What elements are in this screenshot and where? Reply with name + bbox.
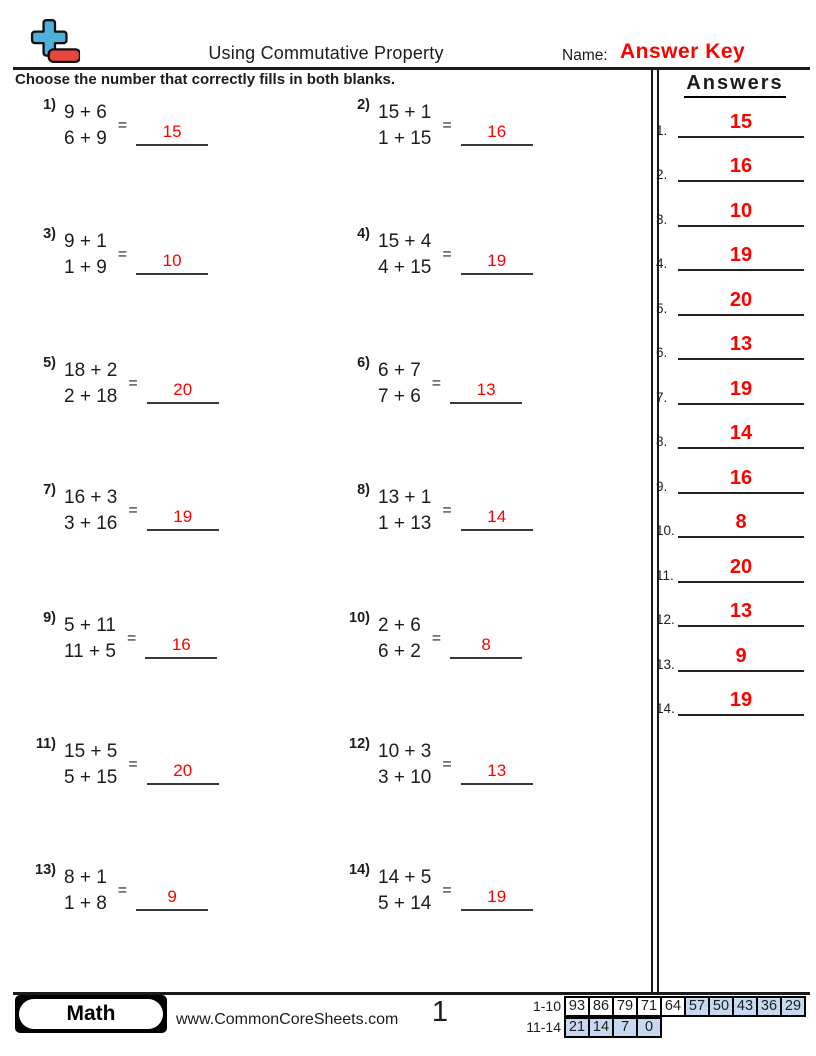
score-cell: 93	[564, 996, 590, 1017]
answer-blank	[147, 380, 219, 404]
answer-value: 14	[729, 422, 753, 444]
answer-entry-9	[656, 466, 804, 494]
score-cell: 79	[612, 996, 638, 1017]
problem-number: 9)	[43, 610, 56, 626]
expression-line-2: 3 + 16	[64, 513, 118, 534]
problem-1	[28, 97, 208, 152]
answer-entry-11	[656, 555, 804, 583]
answer-value: 19	[487, 887, 507, 906]
answer-value: 20	[173, 761, 193, 780]
answer-blank	[461, 122, 533, 146]
answer-blank	[461, 251, 533, 275]
answer-value: 16	[729, 155, 753, 177]
score-cell: 57	[684, 996, 710, 1017]
problem-number: 3)	[43, 226, 56, 242]
equals-sign: =	[117, 882, 128, 899]
expression-line-1: 15 + 5	[64, 741, 118, 762]
answer-number: 7.	[656, 390, 668, 405]
problem-number: 10)	[349, 610, 370, 626]
answer-line	[678, 467, 804, 494]
problem-3	[28, 226, 208, 281]
problem-9	[28, 610, 217, 665]
expression-line-1: 6 + 7	[378, 360, 421, 381]
equals-sign: =	[128, 756, 138, 773]
answer-value: 19	[729, 689, 753, 711]
problem-number: 8)	[357, 482, 370, 498]
answer-value: 10	[729, 200, 753, 222]
answer-blank	[136, 122, 208, 146]
equals-sign: =	[117, 246, 128, 263]
answer-line	[678, 289, 804, 316]
answer-blank	[145, 635, 217, 659]
answer-entry-4	[656, 243, 804, 271]
answer-line	[678, 111, 804, 138]
answer-value: 9	[167, 887, 177, 906]
answer-entry-12	[656, 599, 804, 627]
answer-blank	[461, 507, 533, 531]
expression-line-1: 18 + 2	[64, 360, 118, 381]
answer-value: 16	[487, 122, 507, 141]
answer-value: 13	[487, 761, 507, 780]
expression-line-1: 5 + 11	[64, 615, 116, 636]
answer-number: 11.	[656, 568, 674, 583]
expression-line-2: 5 + 14	[378, 893, 432, 914]
expression-line-2: 2 + 18	[64, 386, 118, 407]
answer-value: 10	[162, 251, 182, 270]
answer-entry-7	[656, 377, 804, 405]
problem-5	[28, 355, 219, 410]
answer-value: 13	[729, 600, 753, 622]
header-divider	[13, 67, 810, 70]
answer-value: 20	[173, 380, 193, 399]
answer-blank	[147, 761, 219, 785]
answer-entry-10	[656, 510, 804, 538]
answer-number: 3.	[656, 212, 668, 227]
equals-sign: =	[126, 630, 137, 647]
answer-value: 15	[162, 122, 182, 141]
sidebar-divider-outer	[651, 70, 653, 992]
answer-number: 4.	[656, 256, 668, 271]
website-url: www.CommonCoreSheets.com	[176, 1011, 399, 1028]
problem-6	[342, 355, 522, 410]
problem-2	[342, 97, 533, 152]
expression-line-1: 13 + 1	[378, 487, 432, 508]
score-cell: 7	[612, 1017, 638, 1038]
answer-value: 9	[735, 645, 747, 667]
equals-sign: =	[431, 630, 442, 647]
answer-line	[678, 422, 804, 449]
answer-number: 1.	[656, 123, 668, 138]
answer-line	[678, 378, 804, 405]
answer-value: 19	[729, 378, 753, 400]
expression-line-2: 3 + 10	[378, 767, 432, 788]
math-badge	[15, 995, 167, 1033]
score-cell: 71	[636, 996, 662, 1017]
score-cell: 64	[660, 996, 686, 1017]
expression-line-1: 10 + 3	[378, 741, 432, 762]
answer-line	[678, 244, 804, 271]
score-cell: 21	[564, 1017, 590, 1038]
problem-14	[342, 862, 533, 917]
problem-number: 13)	[35, 862, 56, 878]
answer-entry-2	[656, 154, 804, 182]
page-number: 1	[431, 996, 449, 1028]
equals-sign: =	[442, 246, 452, 263]
problem-10	[342, 610, 522, 665]
expression-line-1: 9 + 6	[64, 102, 107, 123]
problem-number: 6)	[357, 355, 370, 371]
problem-number: 7)	[43, 482, 56, 498]
answer-value: 8	[481, 635, 491, 654]
answer-value: 20	[729, 289, 753, 311]
equals-sign: =	[117, 117, 128, 134]
problem-number: 11)	[35, 736, 56, 752]
score-row-label: 1-10	[532, 998, 561, 1014]
answer-entry-8	[656, 421, 804, 449]
answer-line	[678, 511, 804, 538]
answer-value: 14	[487, 507, 507, 526]
answer-number: 5.	[656, 301, 668, 316]
answer-value: 19	[173, 507, 193, 526]
equals-sign: =	[431, 375, 442, 392]
problem-7	[28, 482, 219, 537]
expression-line-1: 15 + 4	[378, 231, 432, 252]
answer-entry-6	[656, 332, 804, 360]
answer-blank	[147, 507, 219, 531]
answer-line	[678, 200, 804, 227]
answer-entry-13	[656, 644, 804, 672]
expression-line-2: 4 + 15	[378, 257, 432, 278]
answer-value: 16	[729, 467, 753, 489]
answer-number: 2.	[656, 167, 668, 182]
answer-line	[678, 556, 804, 583]
answer-number: 9.	[656, 479, 668, 494]
score-cell: 14	[588, 1017, 614, 1038]
answer-value: 19	[487, 251, 507, 270]
answer-number: 6.	[656, 345, 668, 360]
answer-line	[678, 333, 804, 360]
answer-value: 19	[729, 244, 753, 266]
problem-number: 14)	[349, 862, 370, 878]
problem-number: 1)	[43, 97, 56, 113]
problem-number: 5)	[43, 355, 56, 371]
score-row-1-10	[521, 996, 804, 1017]
equals-sign: =	[442, 882, 452, 899]
score-cell: 29	[780, 996, 806, 1017]
answer-line	[678, 600, 804, 627]
answer-line	[678, 645, 804, 672]
expression-line-1: 8 + 1	[64, 867, 107, 888]
answer-value: 16	[171, 635, 191, 654]
instruction-text: Choose the number that correctly fills in both blanks.	[15, 71, 396, 88]
answer-value: 13	[729, 333, 753, 355]
math-badge-label: Math	[19, 999, 163, 1029]
expression-line-1: 9 + 1	[64, 231, 107, 252]
answer-blank	[450, 380, 522, 404]
expression-line-2: 1 + 8	[64, 893, 107, 914]
problem-4	[342, 226, 533, 281]
score-row-label: 11-14	[526, 1019, 561, 1035]
score-cell: 36	[756, 996, 782, 1017]
expression-line-2: 1 + 9	[64, 257, 107, 278]
expression-line-1: 14 + 5	[378, 867, 432, 888]
answer-value: 13	[476, 380, 496, 399]
equals-sign: =	[442, 756, 452, 773]
score-cell: 50	[708, 996, 734, 1017]
problem-number: 4)	[357, 226, 370, 242]
answer-blank	[461, 761, 533, 785]
answer-value: 15	[729, 111, 753, 133]
expression-line-2: 1 + 13	[378, 513, 432, 534]
answer-blank	[136, 251, 208, 275]
expression-line-1: 2 + 6	[378, 615, 421, 636]
score-row-11-14	[521, 1017, 660, 1038]
expression-line-1: 16 + 3	[64, 487, 118, 508]
equals-sign: =	[128, 502, 138, 519]
answer-blank	[136, 887, 208, 911]
problem-13	[28, 862, 208, 917]
equals-sign: =	[442, 117, 452, 134]
score-cell: 43	[732, 996, 758, 1017]
answer-value: 8	[735, 511, 747, 533]
answer-number: 12.	[656, 612, 675, 627]
equals-sign: =	[128, 375, 138, 392]
expression-line-2: 5 + 15	[64, 767, 118, 788]
equals-sign: =	[442, 502, 452, 519]
score-cell: 0	[636, 1017, 662, 1038]
answer-entry-5	[656, 288, 804, 316]
answer-entry-1	[656, 110, 804, 138]
answer-number: 10.	[656, 523, 675, 538]
expression-line-2: 11 + 5	[64, 641, 116, 662]
expression-line-2: 1 + 15	[378, 128, 432, 149]
score-cell: 86	[588, 996, 614, 1017]
answers-panel-title: Answers	[660, 72, 810, 98]
answer-blank	[450, 635, 522, 659]
answer-key-text: Answer Key	[620, 40, 746, 63]
answer-blank	[461, 887, 533, 911]
problem-12	[342, 736, 533, 791]
expression-line-2: 6 + 2	[378, 641, 421, 662]
problem-11	[28, 736, 219, 791]
answer-line	[678, 155, 804, 182]
expression-line-1: 15 + 1	[378, 102, 432, 123]
answer-number: 8.	[656, 434, 668, 449]
problem-number: 2)	[357, 97, 370, 113]
answer-number: 13.	[656, 657, 675, 672]
answer-entry-14	[656, 688, 804, 716]
answer-entry-3	[656, 199, 804, 227]
problem-8	[342, 482, 533, 537]
answer-value: 20	[729, 556, 753, 578]
expression-line-2: 6 + 9	[64, 128, 107, 149]
answer-line	[678, 689, 804, 716]
page-title: Using Commutative Property	[208, 43, 444, 63]
answer-number: 14.	[656, 701, 675, 716]
name-label: Name:	[562, 47, 608, 64]
problem-number: 12)	[349, 736, 370, 752]
expression-line-2: 7 + 6	[378, 386, 421, 407]
